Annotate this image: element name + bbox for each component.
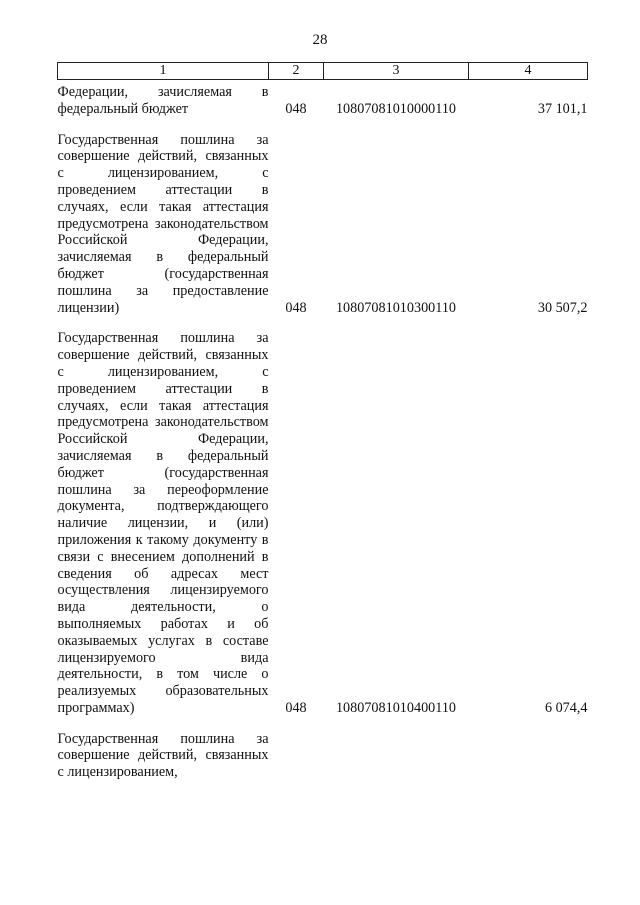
table-row	[58, 80, 588, 132]
table-row	[58, 132, 588, 331]
row-amount: 37 101,1	[537, 100, 588, 117]
row-kbk: 10807081010400110	[335, 699, 457, 716]
table-row	[58, 330, 588, 730]
row-kbk: 10807081010300110	[335, 299, 457, 316]
row-admin-code: 048	[285, 299, 307, 316]
page-number: 28	[312, 32, 328, 48]
row-kbk	[324, 731, 469, 781]
row-description: Государственная пошлина за совершение действий, связанных с лицензированием, с проведением аттестации в случаях, если такая аттестация предусмотрена законодательством Российской Федерации, зачисляемая в федеральный бюджет (государственная пошлина за предоставление лицензии)	[57, 131, 269, 316]
column-header-kbk: 3	[324, 63, 469, 80]
row-admin-code: 048	[285, 100, 307, 117]
budget-table	[57, 62, 588, 781]
row-kbk: 10807081010000110	[335, 100, 457, 117]
row-admin-code: 048	[285, 699, 307, 716]
row-admin-code	[269, 731, 324, 781]
column-header-amount: 4	[469, 63, 588, 80]
column-header-description: 1	[58, 63, 269, 80]
column-header-admin-code: 2	[269, 63, 324, 80]
row-amount	[469, 731, 588, 781]
row-amount: 6 074,4	[544, 699, 588, 716]
row-description: Государственная пошлина за совершение действий, связанных с лицензированием,	[57, 730, 269, 781]
row-description: Государственная пошлина за совершение действий, связанных с лицензированием, с проведением аттестации в случаях, если такая аттестация предусмотрена законодательством Российской Федерации, зачисляемая в федеральный бюджет (государственная пошлина за переоформление документа, подтверждающего наличие лицензии, и (или) приложения к такому документу в связи с внесением дополнений в сведения об адресах мест осуществления лицензируемого вида деятельности, о выполняемых работах и об оказываемых услугах в составе лицензируемого вида деятельности, в том числе о реализуемых образовательных программах)	[57, 330, 269, 716]
table-header-row	[58, 63, 588, 80]
row-amount: 30 507,2	[537, 299, 588, 316]
row-description: Федерации, зачисляемая в федеральный бюджет	[57, 84, 269, 117]
table-row	[58, 731, 588, 781]
